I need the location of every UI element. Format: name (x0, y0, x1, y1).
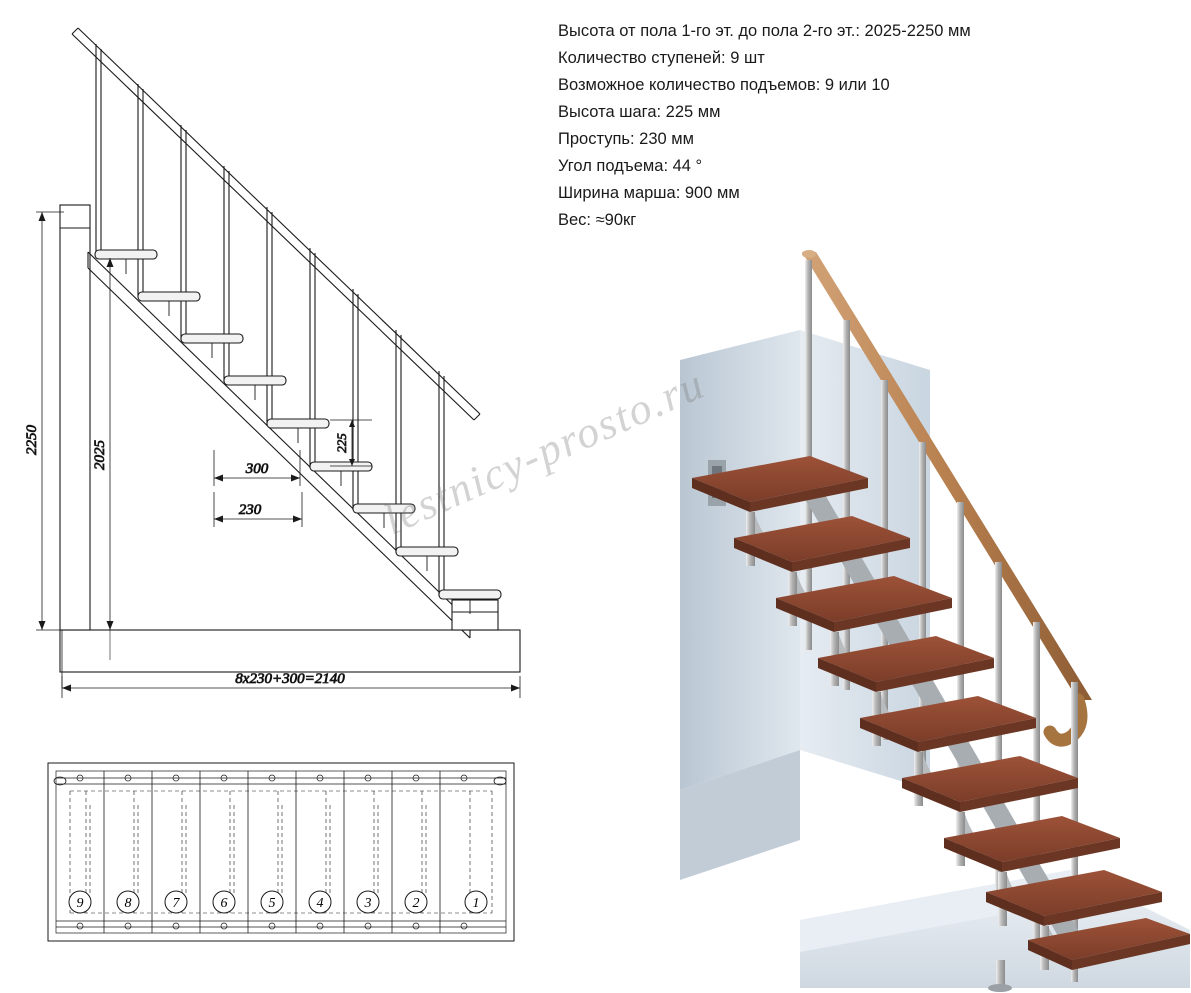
base-support (452, 600, 498, 630)
plan-step-number (357, 891, 379, 913)
svg-text:1: 1 (472, 896, 480, 911)
svg-text:8: 8 (124, 896, 132, 911)
tread (224, 376, 286, 385)
dimension-tread (214, 492, 302, 527)
specification-list (558, 18, 1158, 234)
plan-step-number (69, 891, 91, 913)
dim-first-run-label: 300 (245, 461, 269, 477)
dim-total-length-label: 8x230+300=2140 (235, 671, 345, 687)
tread (439, 590, 501, 599)
plan-drawing (30, 745, 550, 975)
floor-slab (60, 630, 520, 672)
dim-tread-label: 230 (238, 502, 262, 518)
spec-line-riser-height: Высота шага: 225 мм (558, 103, 721, 121)
support-posts (126, 259, 470, 614)
dim-total-height-label: 2250 (24, 425, 40, 455)
stringer (88, 252, 470, 638)
plan-step-number (465, 891, 487, 913)
dim-floor-height-label: 2025 (92, 440, 108, 470)
dimension-total-height (24, 212, 64, 630)
treads (95, 250, 501, 599)
svg-text:3: 3 (364, 896, 372, 911)
dimension-floor-height (92, 258, 114, 630)
upper-floor-block (60, 205, 90, 630)
plan-step-number (261, 891, 283, 913)
elevation-drawing (0, 0, 560, 740)
plan-step-number (309, 891, 331, 913)
watermark: lestnicy-prosto.ru (376, 358, 713, 545)
svg-text:6: 6 (220, 896, 228, 911)
dimension-first-run (214, 450, 300, 486)
spec-line-weight: Вес: ≈90кг (558, 211, 637, 229)
spec-line-step-count: Количество ступеней: 9 шт (558, 49, 765, 67)
spec-line-width: Ширина марша: 900 мм (558, 184, 740, 202)
plan-step-numbers (69, 891, 487, 913)
plan-step-number (213, 891, 235, 913)
dimension-riser (330, 420, 372, 466)
handrail (72, 28, 480, 420)
tread (267, 419, 329, 428)
tread (396, 547, 458, 556)
plan-step-number (117, 891, 139, 913)
tread (310, 462, 372, 471)
tread (181, 334, 243, 343)
plan-step-number (165, 891, 187, 913)
svg-text:4: 4 (316, 896, 324, 911)
svg-text:5: 5 (268, 896, 276, 911)
svg-text:9: 9 (76, 896, 84, 911)
svg-text:7: 7 (172, 896, 180, 911)
3d-render (600, 230, 1191, 993)
dim-riser-label: 225 (334, 433, 349, 453)
svg-text:2: 2 (412, 896, 420, 911)
spec-line-riser-count: Возможное количество подъемов: 9 или 10 (558, 76, 890, 94)
tread (138, 292, 200, 301)
plan-step-number (405, 891, 427, 913)
tread (95, 250, 157, 259)
spec-line-tread-depth: Проступь: 230 мм (558, 130, 694, 148)
spec-line-height-range: Высота от пола 1-го эт. до пола 2-го эт.: 2025-2250 мм (558, 22, 971, 40)
tread (353, 504, 415, 513)
spec-line-angle: Угол подъема: 44 ° (558, 157, 703, 175)
